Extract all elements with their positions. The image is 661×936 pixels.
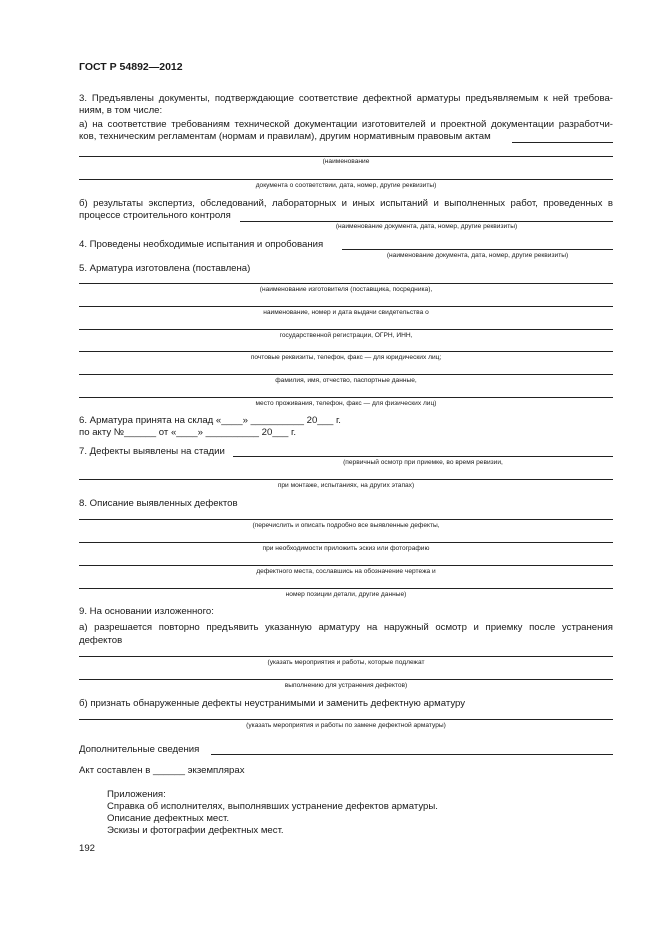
fill-line xyxy=(342,249,613,250)
caption: государственной регистрации, ОГРН, ИНН, xyxy=(279,332,413,339)
section-3a-line-2: ков, техническим регламентам (нормам и правилам), другим нормативным правовым актам xyxy=(79,131,491,142)
fill-line xyxy=(79,565,613,566)
section-9-text: 9. На основании изложенного: xyxy=(79,606,214,617)
caption: место проживания, телефон, факс — для физических лиц) xyxy=(255,400,437,407)
fill-line xyxy=(79,179,613,180)
caption: (перечислить и описать подробно все выявленные дефекты, xyxy=(252,522,440,529)
fill-line xyxy=(211,754,613,755)
caption: (указать мероприятия и работы, которые подлежат xyxy=(267,659,425,666)
fill-line xyxy=(79,397,613,398)
section-9a-line-2: дефектов xyxy=(79,635,123,646)
page-number: 192 xyxy=(79,843,96,854)
fill-line xyxy=(79,329,613,330)
section-3-line-2: ниям, в том числе: xyxy=(79,105,163,116)
fill-line xyxy=(79,156,613,157)
caption: (первичный осмотр при приемке, во время ревизии, xyxy=(343,459,503,466)
section-7-text: 7. Дефекты выявлены на стадии xyxy=(79,446,225,457)
document-header: ГОСТ Р 54892—2012 xyxy=(79,61,183,73)
section-6-line-1: 6. Арматура принята на склад «____» __________ 20___ г. xyxy=(79,415,341,426)
section-9a-line-1: а) разрешается повторно предъявить указанную арматуру на наружный осмотр и приемку после устранения xyxy=(79,622,613,633)
caption: (наименование документа, дата, номер, другие реквизиты) xyxy=(335,223,518,230)
caption: (наименование изготовителя (поставщика, посредника), xyxy=(259,286,433,293)
caption: номер позиции детали, другие данные) xyxy=(285,591,407,598)
fill-line xyxy=(79,351,613,352)
section-3b-line-1: б) результаты экспертиз, обследований, лабораторных и иных испытаний и выполненных работ, проведенных в xyxy=(79,198,613,209)
section-3-line-1: 3. Предъявлены документы, подтверждающие соответствие дефектной арматуры предъявляемым к ней требова- xyxy=(79,93,613,104)
caption: при монтаже, испытаниях, на других этапах) xyxy=(277,482,415,489)
caption: почтовые реквизиты, телефон, факс — для юридических лиц; xyxy=(250,354,442,361)
caption: (указать мероприятия и работы по замене дефектной арматуры) xyxy=(246,722,446,729)
section-9b-text: б) признать обнаруженные дефекты неустранимыми и заменить дефектную арматуру xyxy=(79,698,466,709)
fill-line xyxy=(79,542,613,543)
caption: (наименование xyxy=(322,158,370,165)
fill-line xyxy=(233,456,613,457)
fill-line xyxy=(79,719,613,720)
section-4-text: 4. Проведены необходимые испытания и опробования xyxy=(79,239,324,250)
appendix-title: Приложения: xyxy=(107,789,166,800)
fill-line xyxy=(79,479,613,480)
caption: при необходимости приложить эскиз или фотографию xyxy=(262,545,430,552)
section-3a-line-1: а) на соответствие требованиям технической документации изготовителей и проектной документации разработчи- xyxy=(79,119,613,130)
caption: (наименование документа, дата, номер, другие реквизиты) xyxy=(386,252,569,259)
caption: фамилия, имя, отчество, паспортные данные, xyxy=(275,377,417,384)
copies-text: Акт составлен в ______ экземплярах xyxy=(79,765,245,776)
caption: документа о соответствии, дата, номер, другие реквизиты) xyxy=(255,182,437,189)
caption: наименование, номер и дата выдачи свидетельства о xyxy=(263,309,429,316)
section-3b-line-2: процессе строительного контроля xyxy=(79,210,231,221)
section-6-line-2: по акту №______ от «____» __________ 20___ г. xyxy=(79,427,296,438)
caption: дефектного места, сославшись на обозначение чертежа и xyxy=(256,568,436,575)
fill-line xyxy=(79,679,613,680)
appendix-item: Справка об исполнителях, выполнявших устранение дефектов арматуры. xyxy=(107,801,438,812)
fill-line xyxy=(79,519,613,520)
fill-line xyxy=(79,306,613,307)
appendix-item: Описание дефектных мест. xyxy=(107,813,230,824)
fill-line xyxy=(512,142,613,143)
fill-line xyxy=(79,656,613,657)
section-5-text: 5. Арматура изготовлена (поставлена) xyxy=(79,263,251,274)
fill-line xyxy=(79,283,613,284)
fill-line xyxy=(240,221,613,222)
appendix-item: Эскизы и фотографии дефектных мест. xyxy=(107,825,284,836)
additional-info-label: Дополнительные сведения xyxy=(79,744,200,755)
caption: выполнению для устранения дефектов) xyxy=(284,682,408,689)
section-8-text: 8. Описание выявленных дефектов xyxy=(79,498,238,509)
fill-line xyxy=(79,588,613,589)
fill-line xyxy=(79,374,613,375)
